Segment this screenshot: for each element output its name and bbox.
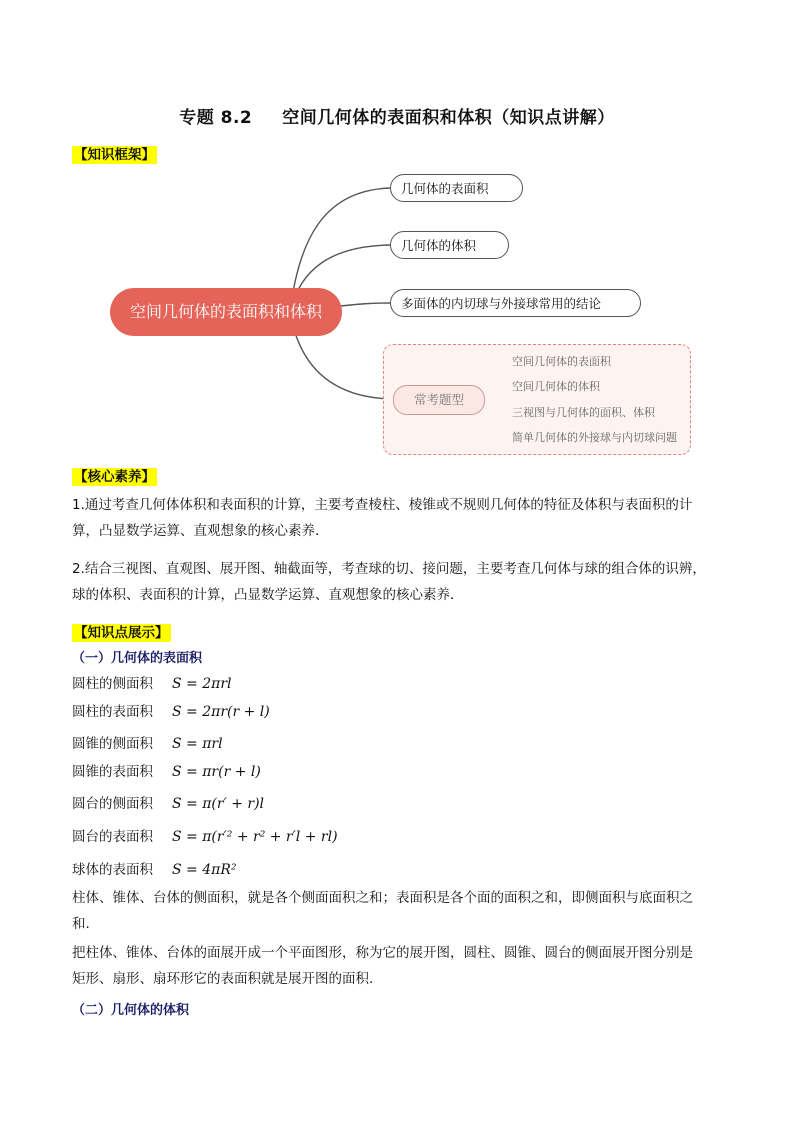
mindmap-branch-sphere: 多面体的内切球与外接球常用的结论 <box>390 289 641 317</box>
mindmap-branch-volume: 几何体的体积 <box>390 231 509 259</box>
formula-row <box>72 858 236 882</box>
note-paragraph-2 <box>72 940 732 992</box>
literacy-paragraph-1 <box>72 492 732 544</box>
text-line: 球的体积、表面积的计算，凸显数学运算、直观想象的核心素养． <box>72 587 464 603</box>
formula-label: 球体的表面积 <box>72 862 153 878</box>
formula-label: 圆台的表面积 <box>72 829 153 845</box>
subheading-volume: （二）几何体的体积 <box>72 1003 190 1018</box>
note-paragraph-1 <box>72 885 732 937</box>
section-display <box>72 621 171 641</box>
text-line: 和. <box>72 916 90 932</box>
formula: S = π(r′ + r)l <box>172 796 265 812</box>
mindmap-leaf: 三视图与几何体的面积、体积 <box>512 406 655 419</box>
mindmap-leaf: 空间几何体的体积 <box>512 380 600 393</box>
formula-label: 圆台的侧面积 <box>72 796 153 812</box>
text-line: 2.结合三视图、直观图、展开图、轴截面等，考查球的切、接问题，主要考查几何体与球的组合体的识辨， <box>72 561 706 577</box>
topic-title: 空间几何体的表面积和体积（知识点讲解） <box>282 108 615 128</box>
mindmap-question-types: 常考题型 <box>393 385 485 415</box>
formula-row <box>72 825 338 849</box>
section-tag: 【知识点展示】 <box>74 625 169 641</box>
text-line: 柱体、锥体、台体的侧面积，就是各个侧面面积之和；表面积是各个面的面积之和，即侧面积与底面积之 <box>72 890 693 906</box>
text-line: 矩形、扇形、扇环形它的表面积就是展开图的面积. <box>72 971 374 987</box>
mindmap-leaf: 简单几何体的外接球与内切球问题 <box>512 431 677 444</box>
formula-row <box>72 700 270 724</box>
formula: S = 2πr(r + l) <box>172 704 270 720</box>
formula-label: 圆柱的表面积 <box>72 704 153 720</box>
formula: S = 4πR² <box>172 862 237 878</box>
formula-label: 圆柱的侧面积 <box>72 676 153 692</box>
formula-row <box>72 672 232 696</box>
formula-label: 圆锥的表面积 <box>72 764 153 780</box>
mindmap-root: 空间几何体的表面积和体积 <box>110 288 342 336</box>
subheading-surface-area: （一）几何体的表面积 <box>72 651 203 666</box>
section-tag: 【知识框架】 <box>74 147 155 163</box>
section-literacy <box>72 465 157 485</box>
formula-row <box>72 792 264 816</box>
formula-row <box>72 732 223 756</box>
text-line: 算，凸显数学运算、直观想象的核心素养． <box>72 523 329 539</box>
formula-label: 圆锥的侧面积 <box>72 736 153 752</box>
mindmap-branch-surface: 几何体的表面积 <box>390 174 523 202</box>
formula: S = π(r′² + r² + r′l + rl) <box>172 829 338 845</box>
formula: S = πr(r + l) <box>172 764 261 780</box>
formula: S = 2πrl <box>172 676 232 692</box>
literacy-paragraph-2 <box>72 556 732 608</box>
formula-row <box>72 760 261 784</box>
mindmap-leaf: 空间几何体的表面积 <box>512 355 611 368</box>
formula: S = πrl <box>172 736 223 752</box>
section-tag: 【核心素养】 <box>74 469 155 485</box>
text-line: 1.通过考查几何体体积和表面积的计算，主要考查棱柱、棱锥或不规则几何体的特征及体积与表面积的计 <box>72 497 693 513</box>
topic-number: 专题 8.2 <box>179 108 253 128</box>
text-line: 把柱体、锥体、台体的面展开成一个平面图形，称为它的展开图，圆柱、圆锥、圆台的侧面展开图分别是 <box>72 945 693 961</box>
